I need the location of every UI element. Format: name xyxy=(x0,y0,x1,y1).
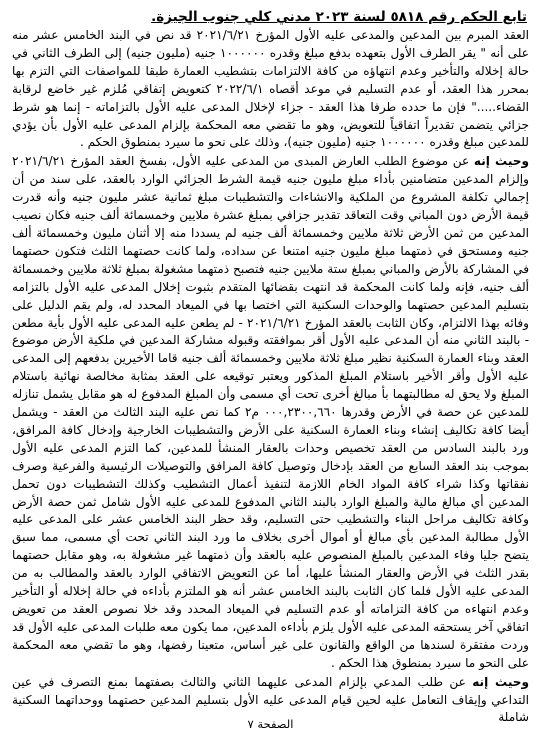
paragraph-lead: وحيث إنه xyxy=(472,674,529,689)
paragraph-penalty-clause xyxy=(12,27,529,152)
document-header: تابع الحكم رقم ٥٨١٨ لسنة ٢٠٢٣ مدني كلي جنوب الجيزة. xyxy=(151,9,527,25)
paragraph-text: عن طلب المدعي بإلزام المدعى عليهما الثاني والثالث بصفتهما بمنع التصرف في عين التداعي وإيقاف التعامل عليه لحين قيام المدعى عليه الأول بتسليم المدعين حصتهما ووحداتهما السكنية شاملة xyxy=(12,674,529,725)
paragraph-lead: وحيث إنه xyxy=(473,154,529,169)
paragraph-text: عن موضوع الطلب العارض المبدى من المدعى عليه الأول، بفسخ العقد المؤرخ ٢٠٢١/٦/٢١ وإلزام المدعين متضامنين بأداء مبلغ مليون جنيه قيمة الشرط الجزائي الوارد بالعقد، على سند من أن إجمالي تكلفة المشروع من الملكية والانشاءات والتشطيبات مبلغ ثمانية عشر مليون جنيه وأنه قدرت قيمة الأرض دون المباني وقت التعاقد تقدير جزافي بمبلغ عشرة ملايين وخمسمائة ألف جنيه فكان نصيب المدعين من ثمن الأرض ثلاثة ملايين وخمسمائة ألف جنيه لم يسددا منه إلا أثنان مليون وخمسمائة ألف جنيه ومستحق في ذمتهما مبلغ مليون جنيه امتنعا عن سداده، ولما كانت حصتهما الثلث فتكون حصتهما في المشاركة بالأرض والمباني بمبلغ ستة ملايين جنيه فتصبح ذمتهما مشغولة بمبلغ ثلاثة ملايين وخمسمائة ألف جنيه، فإنه ولما كانت المحكمة قد انتهت بقضائها المتقدم بثبوت إخلال المدعى عليه الأول بالتزامه بتسليم المدعين حصتهما والوحدات السكنية التي اختصا بها في الميعاد المحدد له، ولم يقم الدليل على وفائه بهذا الالتزام، وكان الثابت بالعقد المؤرخ ٢٠٢١/٦/٢١ - لم يطعن عليه المدعى عليه الأول بأية مطعن - بالبند الثاني منه أن المدعى عليه الأول أقر بموافقته وقبوله مشاركة المدعين في ملكية الأرض موضوع العقد وبناء العمارة السكنية نظير مبلغ ثلاثة ملايين وخمسمائة ألف جنيه قاما الأخيرين بدفعهم إلى المدعى عليه الأول وأقر الأخير باستلام المبلغ المذكور ويعتبر توقيعه على العقد بمثابة مخالصة نهائية باستلام المبلغ ولا يحق له مطالبتهما بأ مبالغ أخرى تحت أي مسمى وأن المبلغ المدفوع له هو مقابل يشمل تنازله للمدعين عن حصة في الأرض وقدرها ٠٠٠,٢٣٠٠,٦٦٠ م٢ كما نص عليه البند الثالث من العقد - ويشمل أيضا كافة تكاليف إنشاء وبناء العمارة السكنية على الأرض والتشطيبات الخارجية وإدخال كافة المرافق، ورد بالبند السادس من العقد تخصيص وحدات بالعقار المنشأ للمدعين، كما التزم المدعى عليه الأول بموجب بند العقد السابع من العقد بإدخال وتوصيل كافة المرافق والتوصيلات الرئيسية والفرعية وصرف نفقاتها وكذا شراء كافة المواد الخام اللازمة لتنفيذ أعمال التشطيب وكذلك التشطيبات دون تحمل المدعين أي مبالغ مالية والمبلغ الوارد بالبند الثاني المدفوع للمدعى عليه الأول شامل ثمن حصة الأرض وكافة تكاليف مراحل البناء والتشطيب حتى التسليم، وقد حظر البند الخامس عشر على المدعى عليه الأول مطالبة المدعين بأي مبالغ أو أموال أخرى بخلاف ما ورد البند الثاني تحت أي مسمى، مما سبق يتضح جليا وفاء المدعين بالمبلغ المنصوص عليه بالعقد وأن ذمتهما غير مشغولة به، وهو مقابل حصتهما بقدر الثلث في الأرض والعقار المنشأ عليها، أما عن التعويض الاتفاقي الوارد بالعقد والمطالب به من المدعى عليه الأول فلما كان الثابت بالبند الخامس عشر أنه هو الملتزم بأداءه في حالة إخلاله أو التأخير وعدم انتهاءه من كافة التزاماته أو عدم التسليم في الميعاد المحدد وقد خلا نصوص العقد من تعويض اتفاقي آخر يستحقه المدعى عليه الأول يلزم بأداءه المدعين، مما يكون معه طلبات المدعى عليه الأول قد وردت مفتقرة لسندها من الواقع والقانون على غير أساس، متعينا رفضها، وهو ما تقضي معه المحكمة على النحو ما سيرد بمنطوق هذا الحكم . xyxy=(12,154,529,670)
paragraph-text: العقد المبرم بين المدعين والمدعى عليه الأول المؤرخ ٢٠٢١/٦/٢١ قد نص في البند الخامس عشر منه على أنه " يقر الطرف الأول بتعهده بدفع مبلغ وقدره ١٠٠٠٠٠٠ جنيه (مليون جنيه) إلى الطرف الثاني في حالة إخلاله والتأخير وعدم انتهاؤه من كافة الالتزامات بتشطيب العمارة طبقا للمواصفات التي التزم بها بمحرر هذا العقد، أو عدم التسليم في موعد أقصاه ٢٠٢٢/٦/١ كتعويض إتفاقي مُلزم غير خاضع لرقابة القضاء....." فإن ما حدده طرفا هذا العقد - جزاء لإخلال المدعى عليه الأول بالتزاماته - إنما هو شرط جزائي يتضمن تقديراً اتفاقياً للتعويض، وهو ما تقضي معه المحكمة بإلزام المدعى عليه الأول بأن يؤدي للمدعين مبلغ وقدره ١٠٠٠٠٠٠ جنيه (مليون جنيه)، وذلك على نحو ما سيرد بمنطوق الحكم . xyxy=(12,28,529,150)
paragraph-counterclaim xyxy=(12,153,529,672)
page-number: الصفحة ٧ xyxy=(247,717,294,731)
